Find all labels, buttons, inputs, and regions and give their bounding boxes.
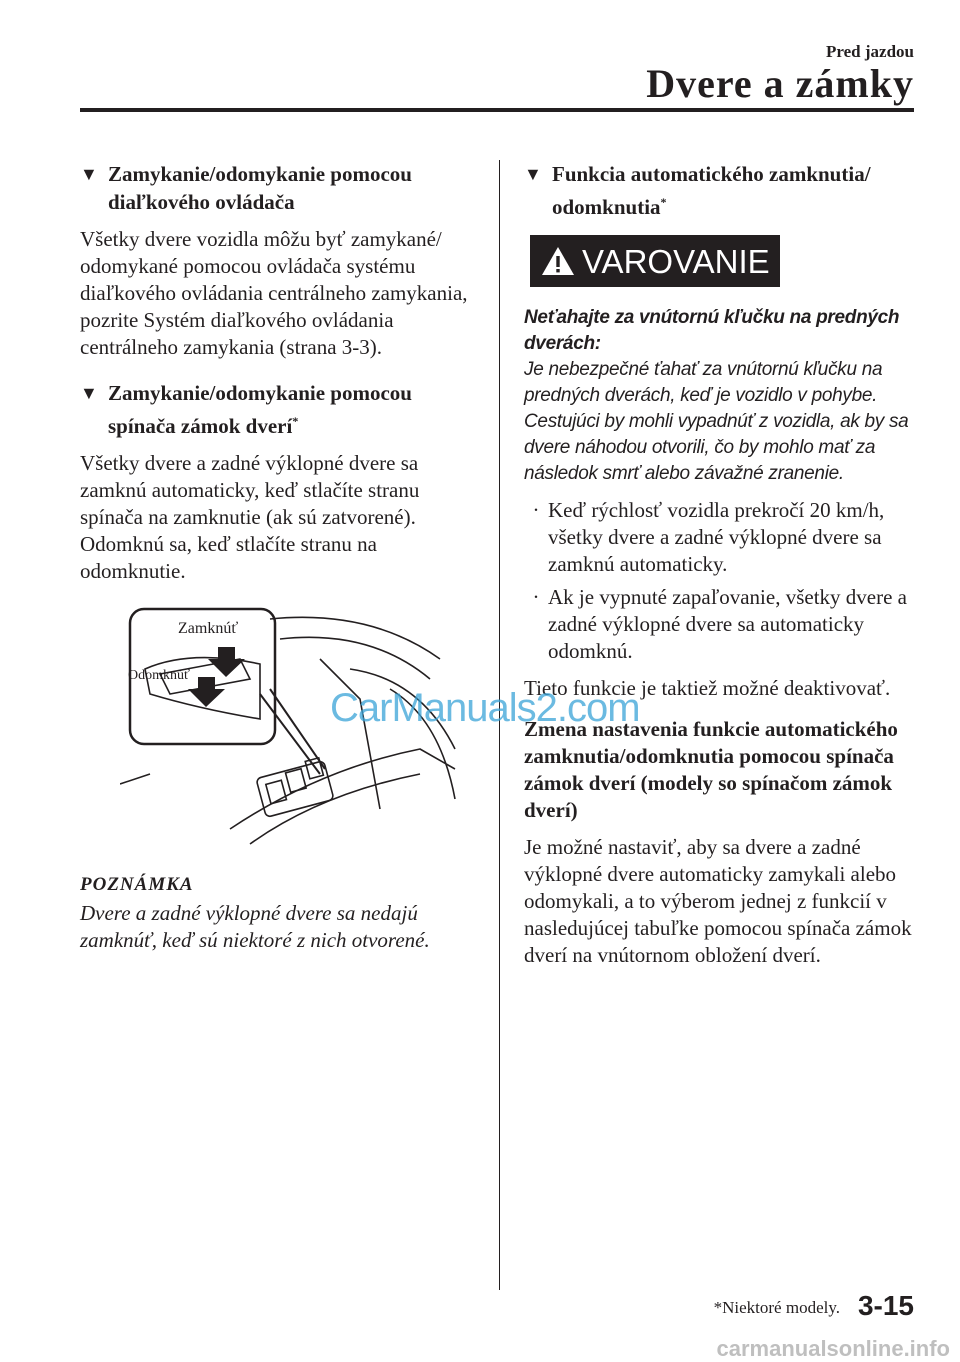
settings-heading: Zmena nastavenia funkcie automatického zamknutia/odomknutia pomocou spínača zámok dverí (modely so spínačom zámok dverí) <box>524 717 898 822</box>
bullet-list <box>524 497 916 665</box>
warning-heading: Neťahajte za vnútornú kľučku na predných dverách: <box>524 307 900 354</box>
watermark: CarManuals2.com <box>330 686 640 730</box>
paragraph-settings: Je možné nastaviť, aby sa dvere a zadné výklopné dvere automaticky zamykali alebo odomykali, a to výberom jednej z funkcií v nasledujúcej tabuľke pomocou spínača zámok dverí na vnútornom obložení dverí. <box>524 835 912 967</box>
left-column <box>80 160 480 954</box>
warning-body: Je nebezpečné ťahať za vnútornú kľučku na predných dverách, keď je vozidlo v pohybe. Cestujúci by mohli vypadnúť z vozidla, ak by sa dvere náhodou otvorili, čo by mohlo mať za následok smrť alebo závažné zranenie. <box>524 359 909 484</box>
label-lock: Zamknúť <box>178 620 239 637</box>
label-unlock: Odomknúť <box>128 668 190 683</box>
section-heading-auto-lock: ▼ Funkcia automatického zamknutia/ odomknutia* <box>524 162 871 219</box>
right-column <box>524 160 916 983</box>
warning-text <box>524 305 916 487</box>
warning-triangle-icon <box>540 245 576 277</box>
header-rule <box>80 108 914 112</box>
warning-label: VAROVANIE <box>582 242 770 280</box>
triangle-down-icon: ▼ <box>524 164 542 184</box>
page-number: 3-15 <box>857 1290 914 1321</box>
triangle-down-icon: ▼ <box>80 383 98 403</box>
list-item: · Keď rýchlosť vozidla prekročí 20 km/h, všetky dvere a zadné výklopné dvere sa zamknú automaticky. <box>532 498 885 576</box>
section-name: Pred jazdou <box>826 42 914 61</box>
paragraph-deactivate: Tieto funkcie je taktiež možné deaktivovať. <box>524 676 891 700</box>
note-title: POZNÁMKA <box>80 874 194 895</box>
paragraph-remote: Všetky dvere vozidla môžu byť zamykané/ odomykané pomocou ovládača systému diaľkového ovládania centrálneho zamykania, pozrite Systém diaľkového ovládania centrálneho zamykania (strana 3-3). <box>80 227 468 359</box>
footnote: *Niektoré modely. <box>713 1298 840 1317</box>
triangle-down-icon: ▼ <box>80 164 98 184</box>
bottom-watermark: carmanualsonline.info <box>716 1336 950 1361</box>
section-heading-remote: ▼ Zamykanie/odomykanie pomocou diaľkového ovládača <box>80 162 412 214</box>
note-body: Dvere a zadné výklopné dvere sa nedajú zamknúť, keď sú niektoré z nich otvorené. <box>80 901 430 952</box>
section-heading-switch: ▼ Zamykanie/odomykanie pomocou spínača zámok dverí* <box>80 381 412 438</box>
list-item: · Ak je vypnuté zapaľovanie, všetky dvere a zadné výklopné dvere sa automaticky odomknú. <box>532 585 907 663</box>
paragraph-switch: Všetky dvere a zadné výklopné dvere sa zamknú automaticky, keď stlačíte stranu spínača na zamknutie (ak sú zatvorené). Odomknú sa, keď stlačíte stranu na odomknutie. <box>80 451 420 583</box>
page-title: Dvere a zámky <box>646 61 914 106</box>
warning-badge <box>530 235 780 287</box>
